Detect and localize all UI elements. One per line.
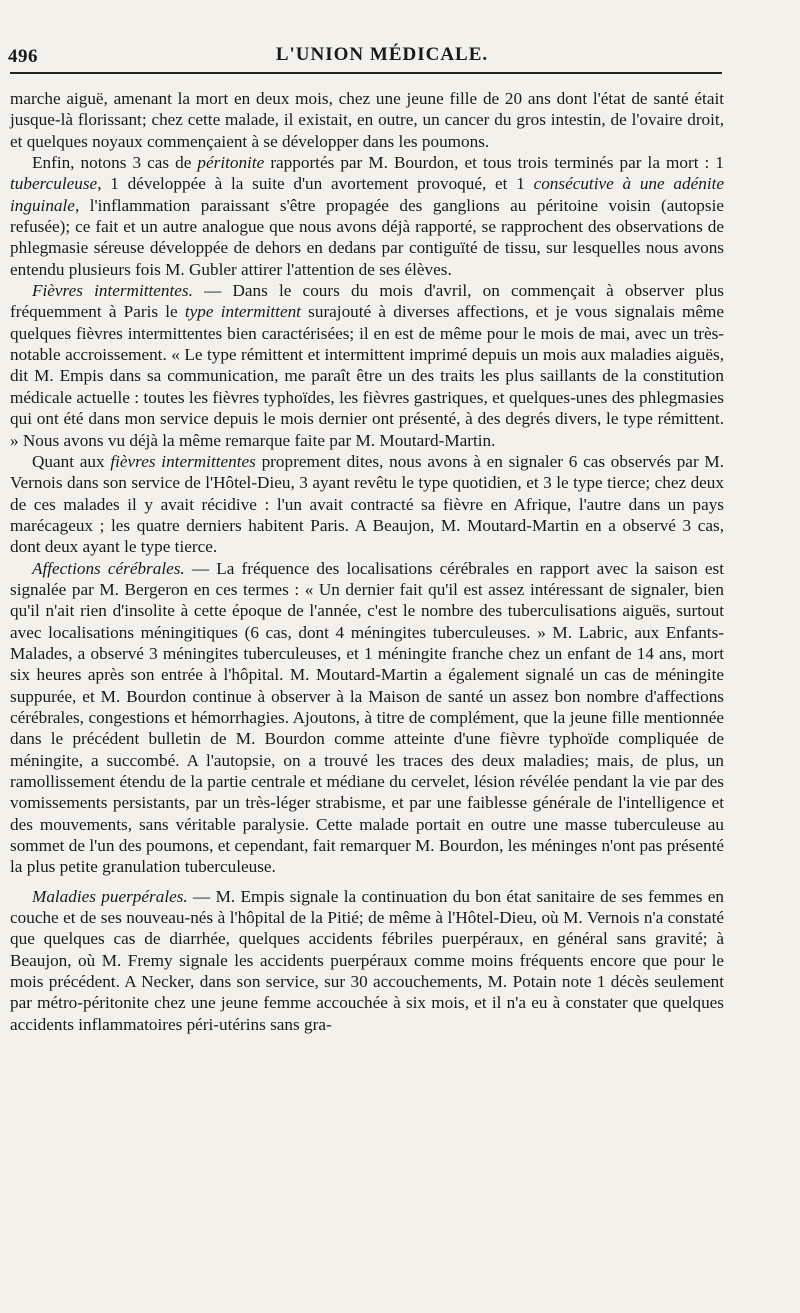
article-body	[10, 88, 724, 1035]
paragraph	[10, 88, 724, 152]
text-run: marche aiguë, amenant la mort en deux mois, chez une jeune fille de 20 ans dont l'état de santé était jusque-là florissant; chez cette malade, il existait, en outre, un cancer du gros intestin, de l'ovaire droit, et quelques noyaux commençaient à se développer dans les poumons.	[10, 89, 724, 151]
italic-text: Fièvres intermittentes.	[32, 281, 193, 301]
text-run: , l'inflammation paraissant s'être propagée des ganglions au péritoine voisin (autopsie refusée); ce fait et un autre analogue que nous avons déjà rapporté, se rapprochent des observations de phlegmasie séreuse développée de dehors en dedans par contiguïté de tissu, sur lesquelles nous avons entendu plusieurs fois M. Gubler attirer l'attention de ses élèves.	[10, 195, 724, 279]
italic-text: Maladies puerpérales.	[32, 886, 188, 906]
text-run: — Dans le cours du mois d'avril, on commençait à observer plus fréquemment à Paris le	[10, 281, 725, 322]
text-run: , 1 développée à la suite d'un avortement provoqué, et 1	[97, 174, 534, 194]
section-gap	[10, 878, 724, 886]
paragraph	[10, 451, 724, 558]
page-header	[8, 36, 756, 68]
italic-text: tuberculeuse	[10, 174, 98, 194]
paragraph	[10, 558, 724, 878]
journal-title: L'UNION MÉDICALE.	[275, 44, 489, 65]
paragraph	[10, 152, 724, 280]
text-run: proprement dites, nous avons à en signaler 6 cas observés par M. Vernois dans son service de l'Hôtel-Dieu, 3 ayant revêtu le type quotidien, et 3 le type tierce; chez deux de ces malades il y avait récidive : l'un avait contracté sa fièvre en Afrique, l'autre dans un pays marécageux ; les quatre derniers habitent Paris. A Beaujon, M. Moutard-Martin en a observé 3 cas, dont deux ayant le type tierce.	[10, 451, 725, 557]
text-run: surajouté à diverses affections, et je vous signalais même quelques fièvres intermittentes bien caractérisées; il en est de même pour le mois de mai, avec un très-notable accroissement. « Le type rémittent et intermittent imprimé depuis un mois aux maladies aiguës, dit M. Empis dans sa communication, me paraît être un des traits les plus saillants de la constitution médicale actuelle : toutes les fièvres typhoïdes, les fièvres gastriques, et quelques-unes des phlegmasies qui ont été dans mon service depuis le mois dernier ont présenté, à des degrés divers, le type rémittent. » Nous avons vu déjà la même remarque faite par M. Moutard-Martin.	[10, 302, 724, 450]
paragraph	[10, 886, 724, 1035]
text-run: Quant aux	[32, 451, 111, 471]
page-number: 496	[8, 46, 38, 67]
italic-text: Affections cérébrales.	[32, 558, 185, 578]
text-run: rapportés par M. Bourdon, et tous trois terminés par la mort : 1	[264, 153, 724, 173]
italic-text: type intermittent	[184, 302, 301, 322]
italic-text: consécutive à une adénite inguinale	[10, 174, 724, 215]
text-run: Enfin, notons 3 cas de	[32, 153, 198, 173]
paragraph	[10, 280, 724, 451]
header-rule	[10, 72, 722, 74]
italic-text: péritonite	[197, 153, 265, 173]
text-run: — La fréquence des localisations cérébrales en rapport avec la saison est signalée par M. Bergeron en ces termes : « Un dernier fait qu'il est assez intéressant de signaler, bien qu'il n'ait rien d'insolite à cette époque de l'année, c'est le nombre des tuberculisations aiguës, surtout avec localisations méningitiques (6 cas, dont 4 méningites tuberculeuses. » M. Labric, aux Enfants-Malades, a observé 3 méningites tuberculeuses, et 1 méningite franche chez un enfant de 14 ans, mort six heures après son entrée à l'hôpital. M. Moutard-Martin a également signalé un cas de méningite suppurée, et M. Bourdon continue à observer à la Maison de santé un assez bon nombre d'affections cérébrales, congestions et hémorrhagies. Ajoutons, à titre de complément, que la jeune fille mentionnée dans le précédent bulletin de M. Bourdon comme atteinte d'une fièvre typhoïde compliquée de méningite, a succombé. A l'autopsie, on a trouvé les traces des deux maladies; mais, de plus, un ramollissement étendu de la partie centrale et médiane du cervelet, lésion révélée pendant la vie par des vomissements persistants, par un très-léger strabisme, et par une faiblesse générale de l'intelligence et des mouvements, sans véritable paralysie. Cette malade portait en outre une masse tuberculeuse au sommet de l'un des poumons, et cependant, fait remarquer M. Bourdon, les méninges n'ont pas présenté la plus petite granulation tuberculeuse.	[10, 558, 724, 877]
italic-text: fièvres intermittentes	[110, 451, 256, 471]
text-run: — M. Empis signale la continuation du bon état sanitaire de ses femmes en couche et de ses nouveau-nés à l'hôpital de la Pitié; de même à l'Hôtel-Dieu, où M. Vernois n'a constaté que quelques cas de diarrhée, quelques accidents fébriles puerpéraux, en général sans gravité; à Beaujon, où M. Fremy signale les accidents puerpéraux comme moins fréquents encore que pour le mois précédent. A Necker, dans son service, sur 30 accouchements, M. Potain note 1 décès seulement par métro-péritonite chez une jeune femme accouchée à six mois, et il n'a eu à constater que quelques accidents inflammatoires péri-utérins sans gra-	[10, 886, 724, 1034]
